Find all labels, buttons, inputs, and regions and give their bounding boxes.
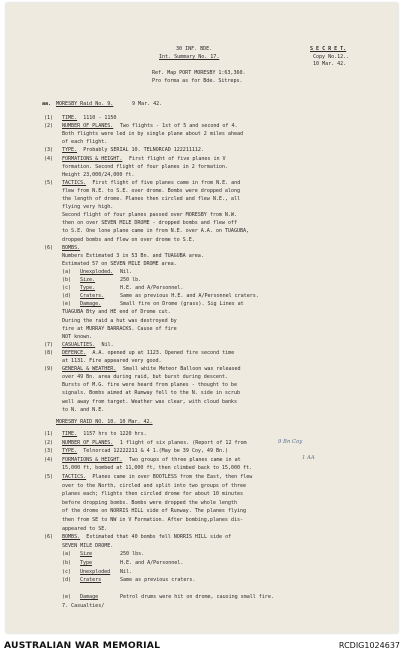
pro-forma-note: Pro forma as for Bde. Sitreps. [152,78,243,84]
item-text: A.A. opened up at 1123. Opened fire second time [92,349,235,356]
item-text: Nil. [120,268,133,275]
item-label: Type [80,560,93,566]
item-label: Craters [80,577,102,584]
item-number: (5) [44,474,54,480]
item-number: (2) [44,123,54,130]
item-text: formation. Second flight of four planes in 2 formation. [62,163,228,170]
item-text: dropped bombs and flew on over drome to S.E. [62,236,195,243]
raid-9-date: 9 Mar. 42. [132,101,163,107]
item-label: Size [80,551,93,558]
item-number: (b) [62,277,72,283]
classification-stamp: S E C R E T. [310,46,347,52]
document-page [6,3,398,633]
item-text: H.E. and A/Personnel. [120,560,184,566]
handwritten-annotation: 9 Bn Coy [278,439,303,445]
item-text: Both flights were led in by single plane about 2 miles ahead [62,131,244,138]
item-text: before dropping bombs. Bombs were dropped the whole length [62,499,237,506]
item-text: the length of drome. Planes then circled and flew N.E., all [62,196,240,202]
item-label: DEFENCE. [62,349,87,356]
item-label: TIME. [62,115,78,121]
item-text: NOT known. [62,333,93,340]
item-label: TIME. [62,431,78,437]
item-text: First flight of five planes in V [129,155,226,162]
item-text: of the drome on NORRIS HILL side of Runway. The planes flying [62,508,247,515]
item-number: (2) [44,439,54,446]
summary-number: Int. Summary No. 17. [159,54,220,60]
item-text: over 49 Bn. area during raid, but burst during descent. [62,374,228,381]
archive-name: AUSTRALIAN WAR MEMORIAL [4,640,161,651]
item-text: to S.E. One lone plane came in from N.E. over A.A. on TUAGUBA, [62,228,250,235]
item-number: (b) [62,560,72,566]
raid-10-title: MORESBY RAID NO. 10. 10 Mar. 42. [56,419,153,425]
item-text: Nil. [120,568,133,575]
item-text: 1110 - 1150 [83,115,117,121]
raid-9-title: MORESBY Raid No. 9. [56,101,114,107]
item-label: TYPE. [62,147,78,154]
archive-footer [0,636,406,654]
item-text: Estimated 57 on SEVEN MILE DROME area. [62,260,177,267]
item-number: (3) [44,448,54,455]
item-text: 15,000 ft, bombed at 11,000 ft, then climbed back to 15,000 ft. [62,465,253,472]
item-text: Petrol drums were hit on drome, causing small fire. [120,594,274,601]
item-text: 1 flight of six planes. (Report of 12 from [119,439,247,446]
item-number: (d) [62,577,72,584]
item-label: Size. [80,277,96,283]
copy-number: Copy No.12.. [313,54,350,60]
item-text: then on over SEVEN MILE DROME - dropped bombs and flew off [62,220,237,227]
reference-map: Ref. Map PORT MORESBY 1:63,360. [152,70,246,76]
item-text: planes each; flights then circled drome for about 10 minutes [62,491,244,498]
item-label: Damage. [80,301,102,308]
item-label: Type. [80,285,96,292]
item-number: (6) [44,244,54,251]
item-text: signals. Bombs aimed at Rumway fell to the N. side in scrub [62,390,240,397]
item-text: Small white Meteor Balloon was released [122,366,241,373]
item-text: fire at MURRAY BARRACKS. Cause of fire [62,325,177,332]
item-text: then from SE to NW in V Formation. After bombing,planes dis- [62,517,244,523]
item-text: First flight of five planes came in from N.E. and [92,179,241,186]
item-text: During the raid a hut was destroyed by [62,317,177,324]
item-text: Nil. [101,341,114,348]
item-marker: aa. [42,101,52,107]
item-number: (a) [62,268,72,275]
item-text: Height 23,000/24,000 ft. [62,171,135,178]
item-number: (c) [62,568,72,575]
item-label: NUMBER OF PLANES. [62,439,114,446]
item-text: Probably SERIAL 10. TELNORCAD 122211112. [83,147,204,154]
item-text: of each flight. [62,139,108,146]
item-label: Unexploded [80,568,111,575]
item-label: NUMBER OF PLANES. [62,123,114,130]
item-text: TUAGUBA Bty and HE end of Drome cut. [62,309,171,316]
item-number: (4) [44,155,54,162]
item-number: (4) [44,456,54,463]
item-text: at 1131. Fire appeared very good. [62,358,162,364]
document-date: 10 Mar. 42. [313,61,347,67]
item-number: (a) [62,551,72,558]
item-text: 250 lbs. [120,551,145,558]
item-text: 1157 hrs to 1220 hrs. [83,431,147,437]
item-text: appeared to SE. [62,525,108,532]
item-number: (7) [44,341,54,348]
unit-heading: 30 INF. BDE. [176,46,213,52]
item-text: Estimated that 40 bombs fell NORRIS HILL side of [86,534,232,541]
item-number: (e) [62,301,72,308]
item-text: well away from target. Weather was clear, with cloud banks [62,398,237,405]
item-number: (c) [62,285,72,292]
item-label: Damage [80,594,99,601]
item-text: SEVEN MILE DROME. [62,542,114,549]
item-label: Craters. [80,293,105,300]
item-label: FORMATIONS & HEIGHT. [62,456,123,463]
item-text: Same as previous H.E. and A/Personnel craters. [120,293,259,300]
item-text: Planes came in over BOOTLESS from the East, then flew [92,474,253,480]
item-text: to N. and N.E. [62,406,105,413]
item-text: H.E. and A/Personnel. [120,285,184,292]
item-text: Small fire on Drome (grass). Sig Lines at [120,301,244,308]
item-text: over to the North, circled and split into two groups of three [62,482,247,489]
item-number: (d) [62,293,72,300]
item-label: CASUALTIES. [62,341,96,348]
item-text: Second flight of four planes passed over MORESBY from N.W. [62,212,237,219]
item-text: Bursts of M.G. fire were heard from planes - thought to be [62,382,237,389]
handwritten-annotation-2: 1 AA [302,455,315,461]
item-text: Same as previous craters. [120,577,196,584]
item-text: flying very high. [62,204,114,211]
item-text: 250 lb. [120,277,142,283]
item-label: Unexploded. [80,268,114,275]
item-label: TACTICS. [62,474,87,480]
item-text: 7. Casualties/ [62,603,105,609]
item-number: (9) [44,366,54,373]
item-number: (e) [62,594,72,601]
item-number: (1) [44,431,54,437]
item-number: (1) [44,115,54,121]
item-label: TYPE. [62,448,78,455]
item-text: flew from N.E. to S.E. over drome. Bombs were dropped along [62,187,240,194]
item-text: Telnorcad 12222211 & 4 1.(May be 39 Coy, 49 Bn.) [83,448,229,455]
item-number: (3) [44,147,54,154]
item-text: Two groups of three planes came in at [129,456,241,463]
item-text: Numbers Estimated 3 in 53 Bn. and TUAGUBA area. [62,252,204,259]
item-number: (5) [44,179,54,186]
item-label: GENERAL & WEATHER. [62,366,117,373]
item-label: BOMBS. [62,534,81,541]
item-label: BOMBS. [62,244,81,251]
item-text: Two flights - 1st of 5 and second of 4. [119,123,238,130]
item-number: (6) [44,534,54,541]
item-label: FORMATIONS & HEIGHT. [62,155,123,162]
item-number: (8) [44,349,54,356]
item-label: TACTICS. [62,179,87,186]
archive-reference: RCDIG1024637 [338,641,400,650]
